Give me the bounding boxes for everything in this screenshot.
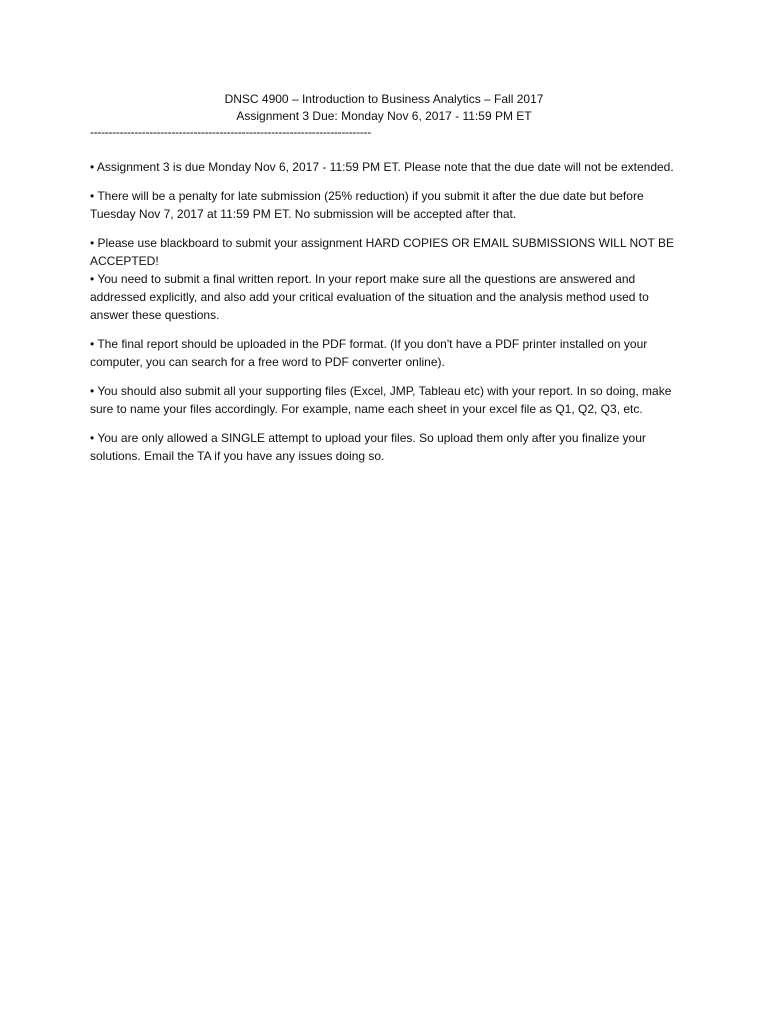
instruction-written-report: • You need to submit a final written report. In your report make sure all the questions are answered and addressed explicitly, and also add your critical evaluation of the situation and the analysis method used to answer these questions. [90,272,649,322]
instruction-pdf-format: • The final report should be uploaded in the PDF format. (If you don't have a PDF printer installed on your computer, you can search for a free word to PDF converter online). [90,337,648,369]
instruction-due-date: • Assignment 3 is due Monday Nov 6, 2017 - 11:59 PM ET. Please note that the due date will not be extended. [90,160,674,174]
instructions-body [90,158,685,476]
instruction-single-attempt: • You are only allowed a SINGLE attempt to upload your files. So upload them only after you finalize your solutions. Email the TA if you have any issues doing so. [90,431,646,463]
instruction-blackboard: • Please use blackboard to submit your assignment HARD COPIES OR EMAIL SUBMISSIONS WILL NOT BE ACCEPTED! [90,236,674,268]
document-header [0,91,768,125]
course-title: DNSC 4900 – Introduction to Business Analytics – Fall 2017 [224,92,544,106]
instruction-supporting-files: • You should also submit all your supporting files (Excel, JMP, Tableau etc) with your report. In so doing, make sure to name your files accordingly. For example, name each sheet in your excel file as Q1, Q2, Q3, etc. [90,384,672,416]
dashed-separator: ---------------------------------------------------------------------------- [90,125,371,139]
instruction-late-penalty: • There will be a penalty for late submission (25% reduction) if you submit it after the due date but before Tuesday Nov 7, 2017 at 11:59 PM ET. No submission will be accepted after that. [90,189,644,221]
assignment-due-line: Assignment 3 Due: Monday Nov 6, 2017 - 11:59 PM ET [236,109,532,123]
